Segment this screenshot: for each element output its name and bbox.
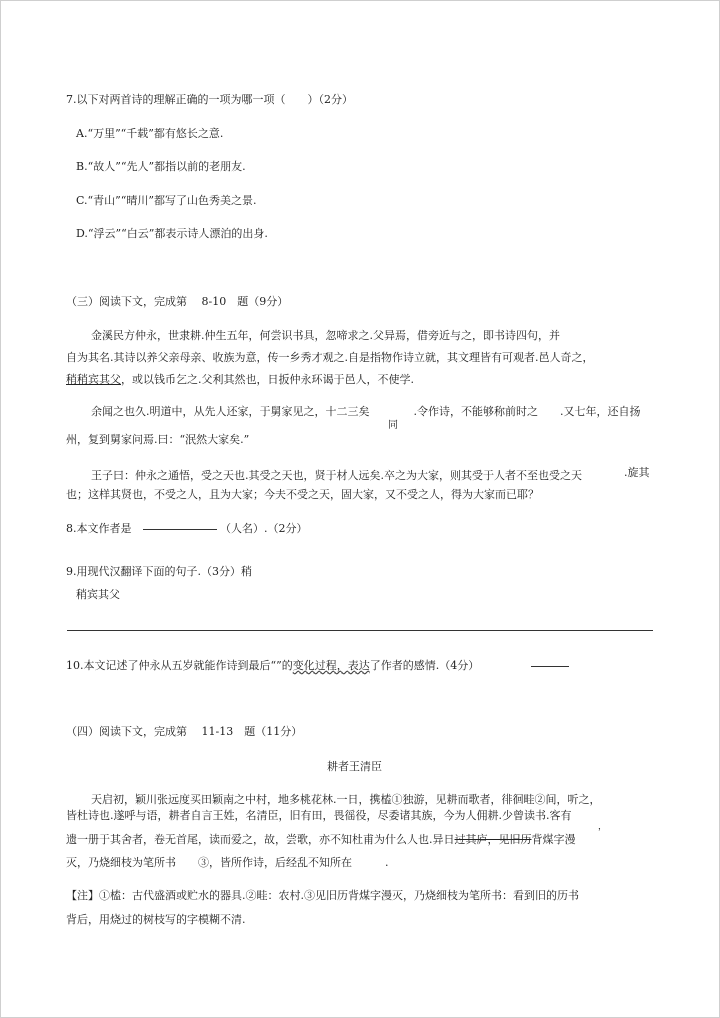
passage-line: 州，复到舅家问焉.曰：“泯然大家矣.” bbox=[66, 433, 250, 446]
section-4-heading: （四）阅读下文，完成第 11-13 题（11分） bbox=[66, 725, 303, 738]
question-10 bbox=[66, 659, 479, 673]
section-3-heading: （三）阅读下文，完成第 8-10 题（9分） bbox=[66, 295, 289, 308]
answer-line[interactable] bbox=[67, 630, 653, 631]
question-7: 7.以下对两首诗的理解正确的一项为哪一项（ ）（2分） bbox=[66, 93, 353, 106]
q7-option-c: C.“青山”“晴川”都写了山色秀美之景. bbox=[76, 194, 257, 207]
answer-blank[interactable] bbox=[531, 666, 569, 667]
passage-line: 天启初，颖川张远度买田颖南之中村，地多桃花林.一日，携榼①独游，见耕而歌者，徘徊畦②间，听之， bbox=[91, 793, 601, 806]
passage-line: 自为其名.其诗以养父亲母亲、收族为意，传一乡秀才观之.自是指物作诗立就，其文理皆有可观者.邑人奇之， bbox=[66, 351, 594, 364]
annotation-note: 背后，用烧过的树枝写的字模糊不清. bbox=[66, 913, 246, 926]
question-9-sentence: 稍宾其父 bbox=[76, 588, 120, 601]
passage-text: 遗一册于其舍者，卷无首尾，读而爱之，故，尝歌，亦不知杜甫为什么人也.异日 bbox=[66, 833, 455, 846]
q7-option-b: B.“故人”“先人”都指以前的老朋友. bbox=[76, 160, 246, 173]
struck-text: 过其庐，见旧历 bbox=[454, 833, 532, 846]
passage-line: 也；这样其贤也，不受之人，且为大家；今夫不受之天，固大家，又不受之人，得为大家而已耶？ bbox=[66, 488, 539, 501]
passage-line: 皆杜诗也.遂呼与语，耕者自言王姓，名清臣，旧有田，畏徭役，尽委诸其族，今为人佣耕.少曾读书.客有 bbox=[66, 809, 572, 822]
passage-line: 余闻之也久.明道中，从先人还家，于舅家见之，十二三矣 .令作诗，不能够称前时之 .又七年，还自扬 bbox=[91, 405, 641, 418]
passage-fragment: .旋其 bbox=[624, 466, 650, 479]
passage-line: 灭，乃烧细枝为笔所书 ③，皆所作诗，后经乱不知所在 . bbox=[66, 856, 389, 869]
passage-line bbox=[66, 833, 576, 847]
passage-note: 同 bbox=[388, 420, 398, 431]
q7-option-d: D.“浮云”“白云”都表示诗人漂泊的出身. bbox=[76, 227, 268, 240]
passage-mark: ， bbox=[598, 822, 608, 832]
q10-underlined: 变化过程，表达 bbox=[292, 659, 370, 672]
passage-text: 背煤字漫 bbox=[531, 833, 576, 846]
q10-text: 了作者的感情.（4分） bbox=[369, 659, 480, 672]
annotation-note: 【注】①榼：古代盛酒或贮水的器具.②畦：农村.③见旧历背煤字漫灭，乃烧细枝为笔所书：看到旧的历书 bbox=[66, 889, 579, 902]
answer-blank[interactable] bbox=[143, 529, 217, 530]
passage-line: 王子曰：仲永之通悟，受之天也.其受之天也，贤于材人远矣.卒之为大家，则其受于人者不至也受之天 bbox=[91, 469, 582, 482]
passage-text: ，或以钱币乞之.父利其然也，日扳仲永环谒于邑人，不使学. bbox=[121, 373, 414, 386]
q7-option-a: A.“万里”“千载”都有悠长之意. bbox=[76, 127, 224, 140]
passage-line bbox=[66, 373, 414, 387]
q10-text: 10.本文记述了仲永从五岁就能作诗到最后“”的 bbox=[66, 659, 293, 672]
underlined-phrase: 稍稍宾其父 bbox=[66, 373, 121, 386]
question-8-label: 8.本文作者是 bbox=[66, 522, 132, 535]
passage-line: 金溪民方仲永，世隶耕.仲生五年，何尝识书具，忽啼求之.父异焉，借旁近与之，即书诗四句，并 bbox=[91, 329, 560, 342]
question-8-suffix: （人名）.（2分） bbox=[220, 522, 308, 535]
question-9: 9.用现代汉翻译下面的句子.（3分）稍 bbox=[66, 565, 252, 578]
passage-title: 耕者王清臣 bbox=[327, 760, 382, 773]
